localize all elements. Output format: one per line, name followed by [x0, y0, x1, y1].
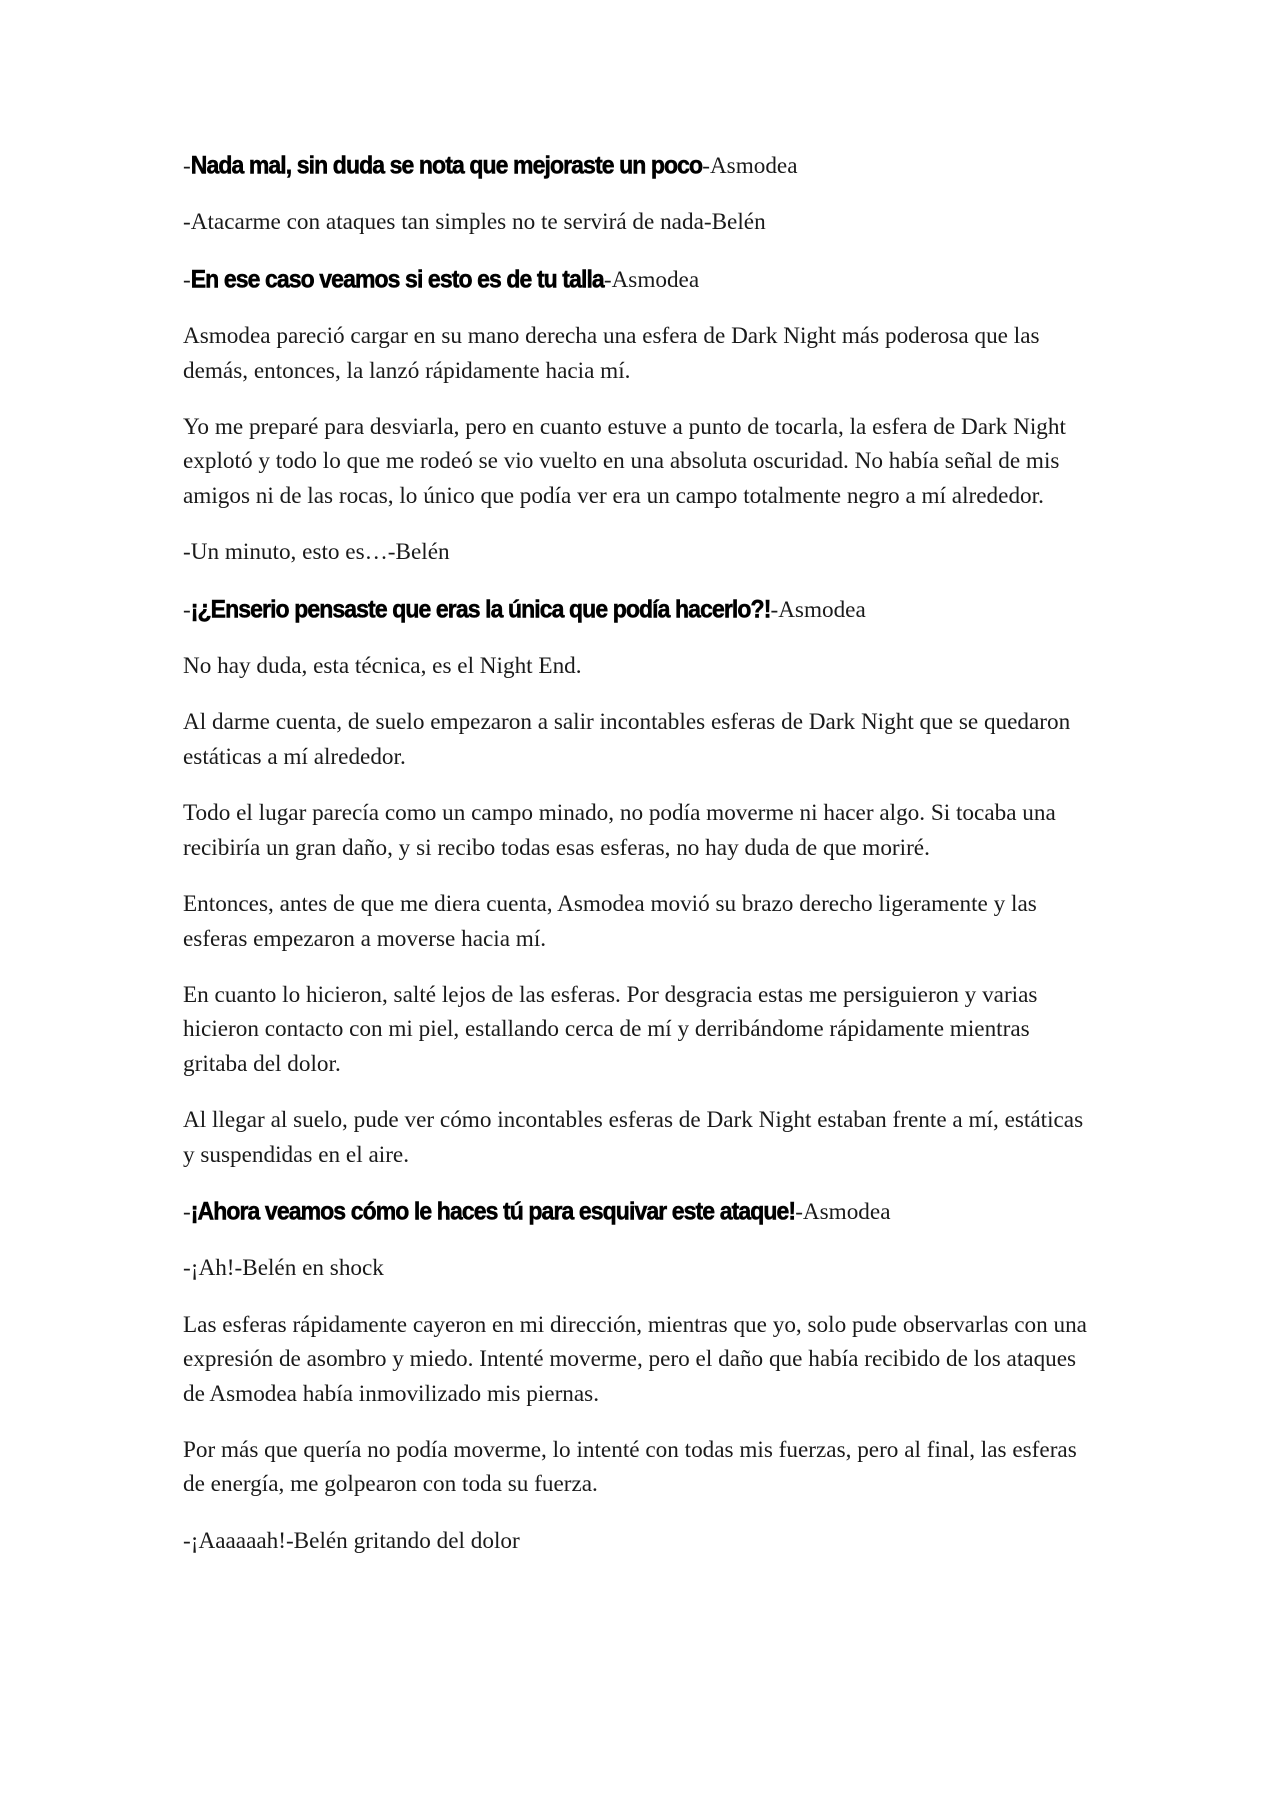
- dialogue-line: [183, 592, 1093, 627]
- dialogue-shout: ¡Ahora veamos cómo le haces tú para esquivar este ataque!: [190, 1196, 796, 1225]
- dialogue-shout: ¡¿Enserio pensaste que eras la única que podía hacerlo?!: [190, 594, 771, 623]
- dialogue-line: [183, 1194, 1093, 1229]
- paragraph: No hay duda, esta técnica, es el Night End.: [183, 653, 582, 680]
- dialogue-shout: Nada mal, sin duda se nota que mejoraste un poco: [190, 150, 703, 180]
- paragraph: Por más que quería no podía moverme, lo intenté con todas mis fuerzas, pero al final, las esferas de energía, me golpearon con toda su fuerza.: [183, 1436, 1077, 1498]
- dialogue-speaker: -Asmodea: [795, 1198, 891, 1225]
- dialogue-dash: -: [183, 266, 191, 293]
- paragraph: En cuanto lo hicieron, salté lejos de las esferas. Por desgracia estas me persiguieron y varias hicieron contacto con mi piel, estallando cerca de mí y derribándome rápidamente mientras gritaba del dolor.: [183, 981, 1038, 1077]
- paragraph: -¡Ah!-Belén en shock: [183, 1255, 384, 1282]
- dialogue-shout: En ese caso veamos si esto es de tu talla: [190, 264, 604, 293]
- paragraph: -¡Aaaaaah!-Belén gritando del dolor: [183, 1527, 520, 1554]
- dialogue-speaker: -Asmodea: [770, 596, 866, 623]
- paragraph: -Un minuto, esto es…-Belén: [183, 539, 450, 566]
- paragraph: Al llegar al suelo, pude ver cómo incontables esferas de Dark Night estaban frente a mí, estáticas y suspendidas en el aire.: [183, 1107, 1084, 1168]
- paragraph: Yo me preparé para desviarla, pero en cuanto estuve a punto de tocarla, la esfera de Dark Night explotó y todo lo que me rodeó se vio vuelto en una absoluta oscuridad. No había señal de mis amigos ni de las rocas, lo único que podía ver era un campo totalmente negro a mí alrededor.: [183, 414, 1066, 509]
- paragraph: Entonces, antes de que me diera cuenta, Asmodea movió su brazo derecho ligeramente y las esferas empezaron a moverse hacia mí.: [183, 891, 1037, 952]
- dialogue-line: [183, 262, 1093, 297]
- paragraph: -Atacarme con ataques tan simples no te servirá de nada-Belén: [183, 209, 766, 236]
- paragraph: Al darme cuenta, de suelo empezaron a salir incontables esferas de Dark Night que se quedaron estáticas a mí alrededor.: [183, 709, 1071, 770]
- dialogue-dash: -: [183, 153, 191, 179]
- paragraph: Todo el lugar parecía como un campo minado, no podía moverme ni hacer algo. Si tocaba una recibiría un gran daño, y si recibo todas esas esferas, no hay duda de que moriré.: [183, 800, 1056, 861]
- dialogue-speaker: -Asmodea: [603, 266, 700, 293]
- dialogue-dash: -: [183, 1198, 191, 1225]
- dialogue-dash: -: [183, 596, 191, 623]
- dialogue-speaker: -Asmodea: [702, 153, 798, 179]
- paragraph: Las esferas rápidamente cayeron en mi dirección, mientras que yo, solo pude observarlas con una expresión de asombro y miedo. Intenté moverme, pero el daño que había recibido de los ataques de Asmodea había inmovilizado mis piernas.: [183, 1311, 1087, 1407]
- paragraph: Asmodea pareció cargar en su mano derecha una esfera de Dark Night más poderosa que las demás, entonces, la lanzó rápidamente hacia mí.: [183, 323, 1040, 384]
- dialogue-line: [183, 148, 1093, 183]
- document-page: [183, 148, 1093, 1580]
